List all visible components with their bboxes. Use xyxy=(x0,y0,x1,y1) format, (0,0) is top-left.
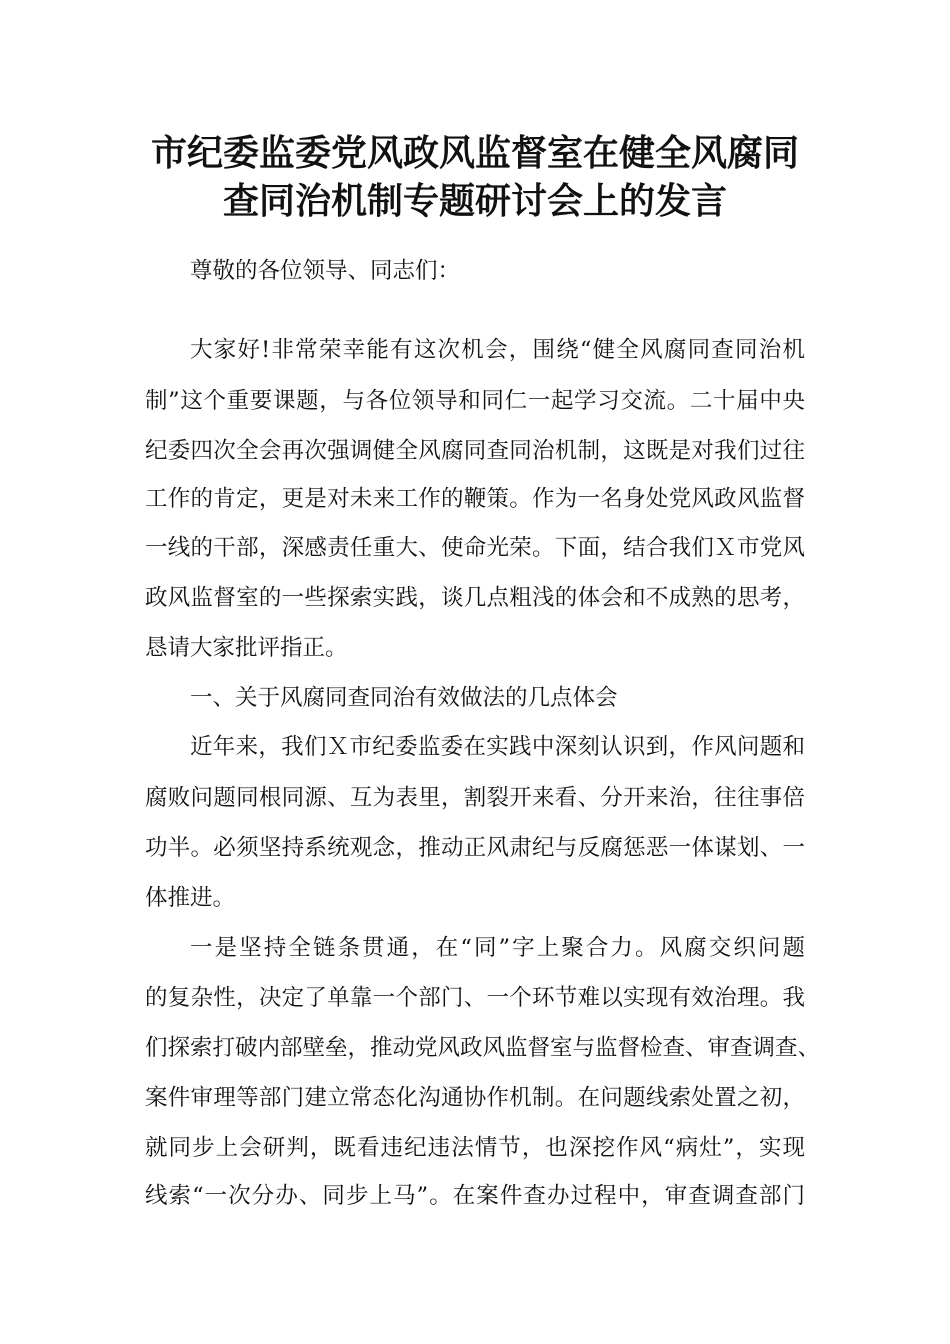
document-title-line-1: 市纪委监委党风政风监督室在健全风腐同 xyxy=(150,133,799,174)
text-line: 制”这个重要课题，与各位领导和同仁一起学习交流。二十届中央 xyxy=(145,388,805,414)
text-line: 一、关于风腐同查同治有效做法的几点体会 xyxy=(190,685,618,711)
text-line: 体推进。 xyxy=(145,885,236,911)
text-line: 的复杂性，决定了单靠一个部门、一个环节难以实现有效治理。我 xyxy=(145,985,805,1011)
text-line: 工作的肯定，更是对未来工作的鞭策。作为一名身处党风政风监督 xyxy=(145,486,805,512)
text-line: 们探索打破内部壁垒，推动党风政风监督室与监督检查、审查调查、 xyxy=(145,1035,821,1061)
text-line: 就同步上会研判，既看违纪违法情节，也深挖作风“病灶”，实现 xyxy=(145,1135,805,1161)
text-line: 线索“一次分办、同步上马”。在案件查办过程中，审查调查部门 xyxy=(145,1183,805,1209)
text-line: 大家好!非常荣幸能有这次机会，围绕“健全风腐同查同治机 xyxy=(190,337,805,363)
text-line: 功半。必须坚持系统观念，推动正风肃纪与反腐惩恶一体谋划、一 xyxy=(145,835,805,861)
text-line: 近年来，我们Ｘ市纪委监委在实践中深刻认识到，作风问题和 xyxy=(190,734,805,760)
text-line: 一线的干部，深感责任重大、使命光荣。下面，结合我们Ｘ市党风 xyxy=(145,535,805,561)
text-line: 尊敬的各位领导、同志们： xyxy=(190,258,461,284)
text-line: 政风监督室的一些探索实践，谈几点粗浅的体会和不成熟的思考， xyxy=(145,585,805,611)
text-line: 腐败问题同根同源、互为表里，割裂开来看、分开来治，往往事倍 xyxy=(145,785,805,811)
text-line: 恳请大家批评指正。 xyxy=(145,635,348,661)
document-title-line-2: 查同治机制专题研讨会上的发言 xyxy=(222,181,727,222)
text-line: 一是坚持全链条贯通，在“同”字上聚合力。风腐交织问题 xyxy=(190,935,805,961)
text-line: 案件审理等部门建立常态化沟通协作机制。在问题线索处置之初， xyxy=(145,1085,805,1111)
text-line: 纪委四次全会再次强调健全风腐同查同治机制，这既是对我们过往 xyxy=(145,438,805,464)
